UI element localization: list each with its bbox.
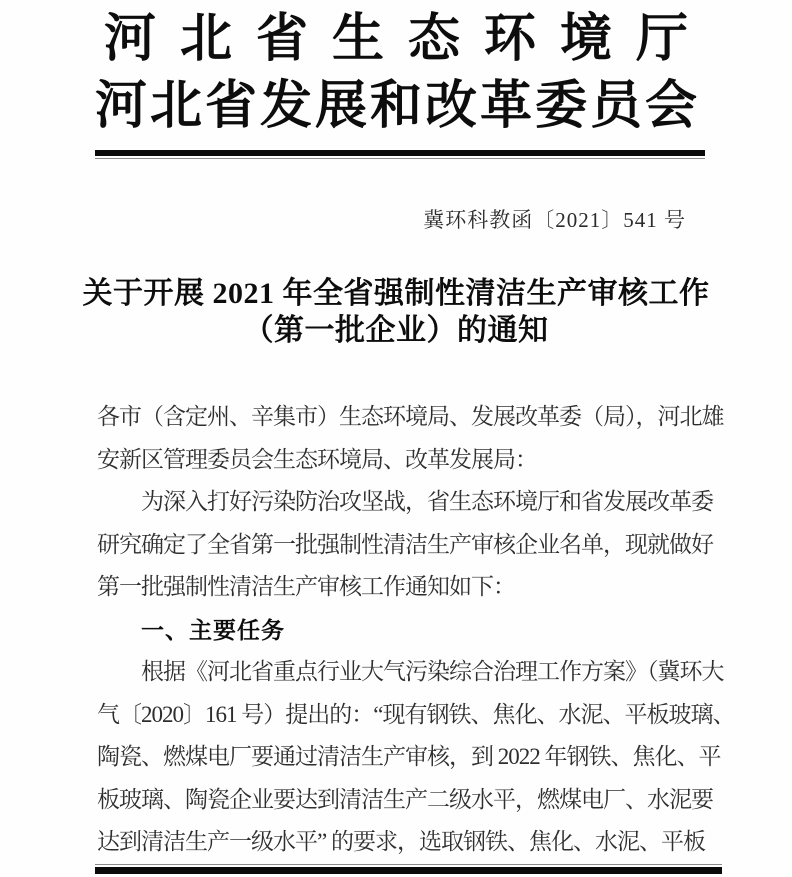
letterhead-divider	[95, 150, 705, 159]
document-title-line2: （第一批企业）的通知	[243, 314, 549, 347]
body-line: 根据《河北省重点行业大气污染综合治理工作方案》（冀环大	[141, 659, 724, 684]
divider-thin-line	[95, 158, 705, 159]
document-title	[0, 275, 792, 349]
body-line: 各市（含定州、辛集市）生态环境局、发展改革委（局），河北雄	[97, 404, 724, 429]
section-heading: 一、主要任务	[141, 616, 285, 643]
body-line: 第一批强制性清洁生产审核工作通知如下：	[97, 574, 515, 599]
agency-name-secondary: 河北省发展和改革委员会	[94, 78, 700, 135]
letterhead	[0, 0, 792, 159]
page-footer-rule	[95, 864, 722, 874]
body-line: 为深入打好污染防治攻坚战，省生态环境厅和省发展改革委	[141, 489, 713, 514]
body-line: 研究确定了全省第一批强制性清洁生产审核企业名单，现就做好	[97, 531, 713, 557]
document-body	[97, 396, 735, 864]
footer-thin-line	[95, 864, 722, 865]
body-line: 陶瓷、燃煤电厂要通过清洁生产审核，到 2022 年钢铁、焦化、平	[97, 744, 721, 769]
footer-thick-line	[95, 867, 722, 874]
agency-name-primary: 河北省生态环境厅	[103, 11, 712, 68]
body-line: 达到清洁生产一级水平” 的要求，选取钢铁、焦化、水泥、平板	[97, 829, 705, 854]
body-line: 安新区管理委员会生态环境局、改革发展局：	[97, 446, 537, 472]
document-title-line1: 关于开展 2021 年全省强制性清洁生产审核工作	[82, 277, 710, 310]
divider-thick-line	[95, 150, 705, 156]
body-line: 气〔2020〕161 号）提出的：“现有钢铁、焦化、水泥、平板玻璃、	[97, 701, 735, 727]
body-line: 板玻璃、陶瓷企业要达到清洁生产二级水平，燃煤电厂、水泥要	[97, 786, 713, 812]
document-number: 冀环科教函〔2021〕541 号	[423, 208, 686, 232]
